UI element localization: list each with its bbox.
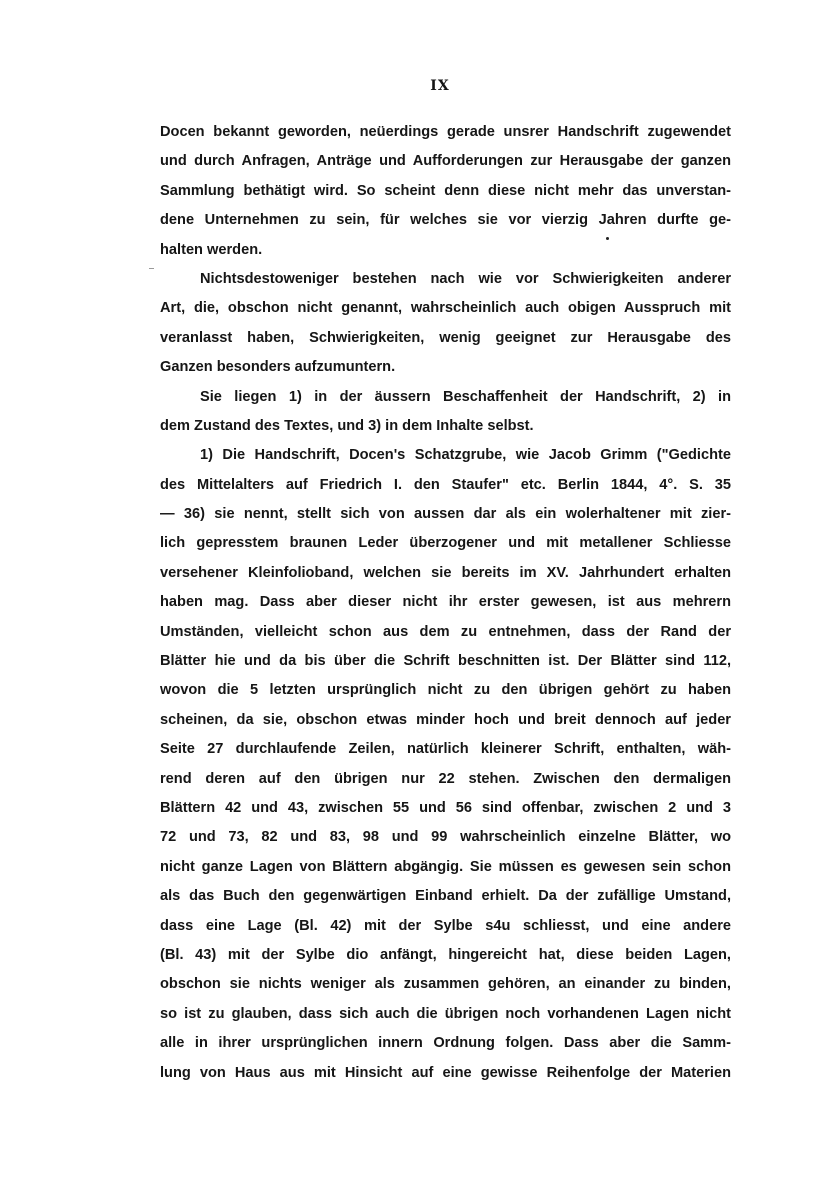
- text-line: dass eine Lage (Bl. 42) mit der Sylbe s4u schliesst, und eine andere: [160, 917, 731, 934]
- text-line: des Mittelalters auf Friedrich I. den Staufer" etc. Berlin 1844, 4°. S. 35: [160, 476, 731, 493]
- text-line: so ist zu glauben, dass sich auch die übrigen noch vorhandenen Lagen nicht: [160, 1005, 731, 1022]
- page-number: IX: [430, 78, 450, 94]
- text-line: alle in ihrer ursprünglichen innern Ordnung folgen. Dass aber die Samm-: [160, 1035, 731, 1052]
- text-line: wovon die 5 letzten ursprünglich nicht zu den übrigen gehört zu haben: [160, 682, 731, 699]
- text-line: Nichtsdestoweniger bestehen nach wie vor Schwierigkeiten anderer: [200, 270, 731, 287]
- text-line: Blättern 42 und 43, zwischen 55 und 56 sind offenbar, zwischen 2 und 3: [160, 799, 731, 816]
- text-line: lung von Haus aus mit Hinsicht auf eine gewisse Reihenfolge der Materien: [160, 1064, 731, 1081]
- text-line: — 36) sie nennt, stellt sich von aussen dar als ein wolerhaltener mit zier-: [160, 506, 731, 523]
- text-line: Seite 27 durchlaufende Zeilen, natürlich kleinerer Schrift, enthalten, wäh-: [160, 741, 731, 758]
- text-line: dem Zustand des Textes, und 3) in dem Inhalte selbst.: [160, 417, 534, 434]
- text-line: lich gepresstem braunen Leder überzogener und mit metallener Schliesse: [160, 535, 731, 552]
- text-line: Ganzen besonders aufzumuntern.: [160, 359, 396, 376]
- text-line: nicht ganze Lagen von Blättern abgängig. Sie müssen es gewesen sein schon: [160, 858, 731, 875]
- text-line: haben mag. Dass aber dieser nicht ihr erster gewesen, ist aus mehrern: [160, 594, 731, 611]
- text-line: Art, die, obschon nicht genannt, wahrscheinlich auch obigen Ausspruch mit: [160, 300, 731, 317]
- margin-mark: [149, 268, 154, 269]
- text-line: veranlasst haben, Schwierigkeiten, wenig geeignet zur Herausgabe des: [160, 329, 731, 346]
- text-line: halten werden.: [160, 241, 263, 258]
- text-line: und durch Anfragen, Anträge und Aufforderungen zur Herausgabe der ganzen: [160, 153, 731, 170]
- text-line: Blätter hie und da bis über die Schrift beschnitten ist. Der Blätter sind 112,: [160, 653, 731, 670]
- text-line: Sie liegen 1) in der äussern Beschaffenheit der Handschrift, 2) in: [200, 388, 731, 405]
- text-line: als das Buch den gegenwärtigen Einband erhielt. Da der zufällige Umstand,: [160, 888, 731, 905]
- text-line: Docen bekannt geworden, neüerdings gerade unsrer Handschrift zugewendet: [160, 124, 731, 140]
- text-line: dene Unternehmen zu sein, für welches sie vor vierzig Jahren durfte ge-: [160, 212, 731, 229]
- text-line: (Bl. 43) mit der Sylbe dio anfängt, hingereicht hat, diese beiden Lagen,: [160, 946, 731, 963]
- body-text: [160, 118, 731, 1088]
- text-line: 72 und 73, 82 und 83, 98 und 99 wahrscheinlich einzelne Blätter, wo: [160, 829, 731, 846]
- text-line: Sammlung bethätigt wird. So scheint denn diese nicht mehr das unverstan-: [160, 182, 731, 199]
- text-line: versehener Kleinfolioband, welchen sie bereits im XV. Jahrhundert erhalten: [160, 564, 731, 581]
- text-line: 1) Die Handschrift, Docen's Schatzgrube, wie Jacob Grimm ("Gedichte: [200, 447, 731, 464]
- text-line: rend deren auf den übrigen nur 22 stehen. Zwischen den dermaligen: [160, 770, 731, 787]
- text-line: scheinen, da sie, obschon etwas minder hoch und breit dennoch auf jeder: [160, 711, 731, 728]
- text-line: Umständen, vielleicht schon aus dem zu entnehmen, dass der Rand der: [160, 623, 731, 640]
- text-line: obschon sie nichts weniger als zusammen gehören, an einander zu binden,: [160, 976, 731, 993]
